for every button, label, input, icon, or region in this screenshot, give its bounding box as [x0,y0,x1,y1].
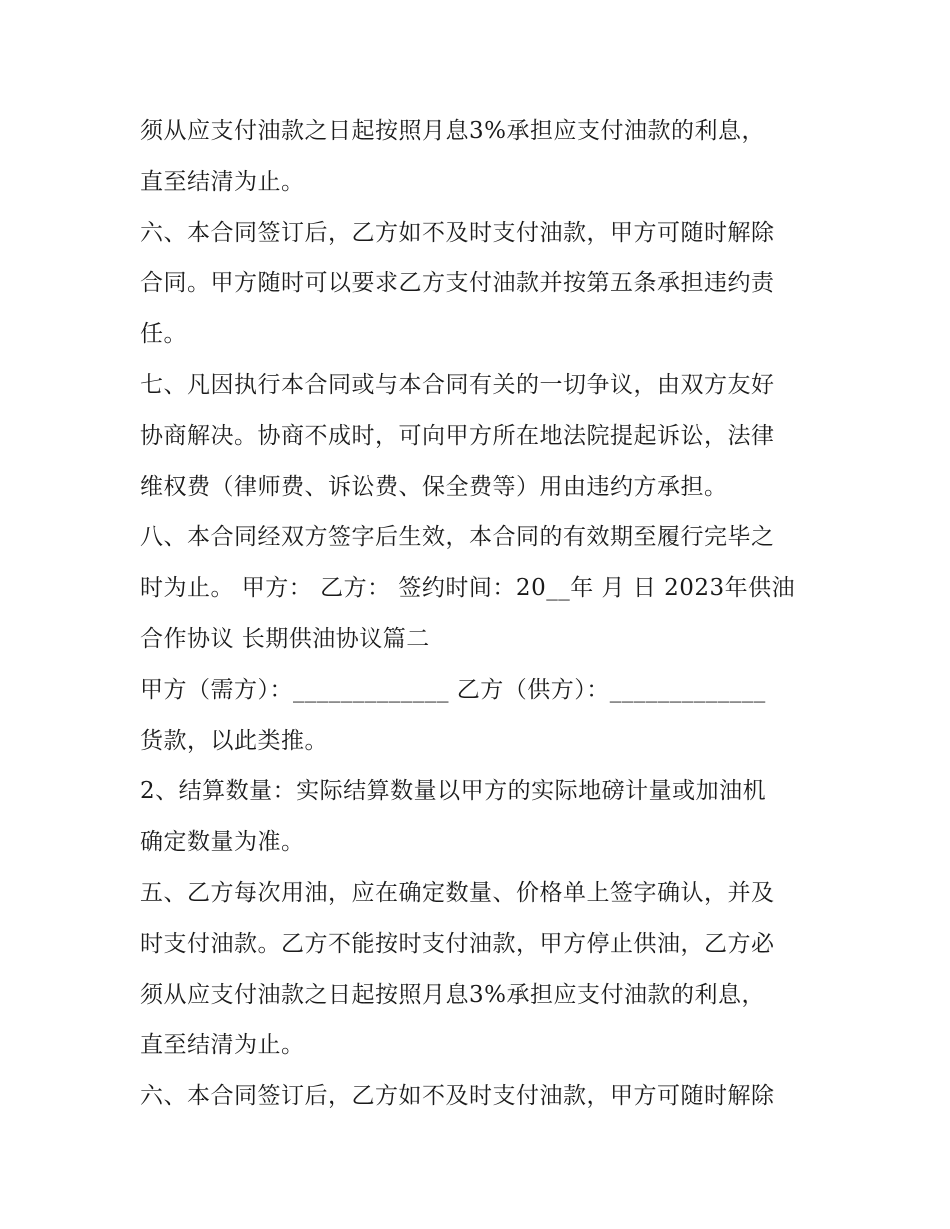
text-line: 2、结算数量：实际结算数量以甲方的实际地磅计量或加油机 [140,778,767,805]
text-line: 货款，以此类推。 [140,727,328,754]
text-line: 时支付油款。乙方不能按时支付油款，甲方停止供油，乙方必 [140,930,775,957]
text-line: 八、本合同经双方签字后生效，本合同的有效期至履行完毕之 [140,524,775,551]
text-line: 协商解决。协商不成时，可向甲方所在地法院提起诉讼，法律 [140,422,775,449]
text-line: 六、本合同签订后，乙方如不及时支付油款，甲方可随时解除 [140,219,775,246]
text-line: 任。 [140,321,187,348]
document-body [140,106,830,1122]
text-line: 合同。甲方随时可以要求乙方支付油款并按第五条承担违约责 [140,270,775,297]
text-line: 直至结清为止。 [140,1032,305,1059]
text-line: 直至结清为止。 [140,168,305,195]
text-line: 五、乙方每次用油，应在确定数量、价格单上签字确认，并及 [140,879,775,906]
text-line: 甲方（需方）：_____________ 乙方（供方）：_____________ [140,676,766,703]
text-line: 七、凡因执行本合同或与本合同有关的一切争议，由双方友好 [140,371,775,398]
text-line: 须从应支付油款之日起按照月息3%承担应支付油款的利息， [140,118,765,144]
text-line: 维权费（律师费、诉讼费、保全费等）用由违约方承担。 [140,473,728,500]
text-line: 须从应支付油款之日起按照月息3%承担应支付油款的利息， [140,981,765,1008]
text-line: 确定数量为准。 [140,829,305,856]
text-line: 合作协议 长期供油协议篇二 [140,625,430,652]
text-line: 时为止。 甲方： 乙方： 签约时间：20__年 月 日 2023年供油 [140,575,796,602]
text-line: 六、本合同签订后，乙方如不及时支付油款，甲方可随时解除 [140,1083,775,1110]
